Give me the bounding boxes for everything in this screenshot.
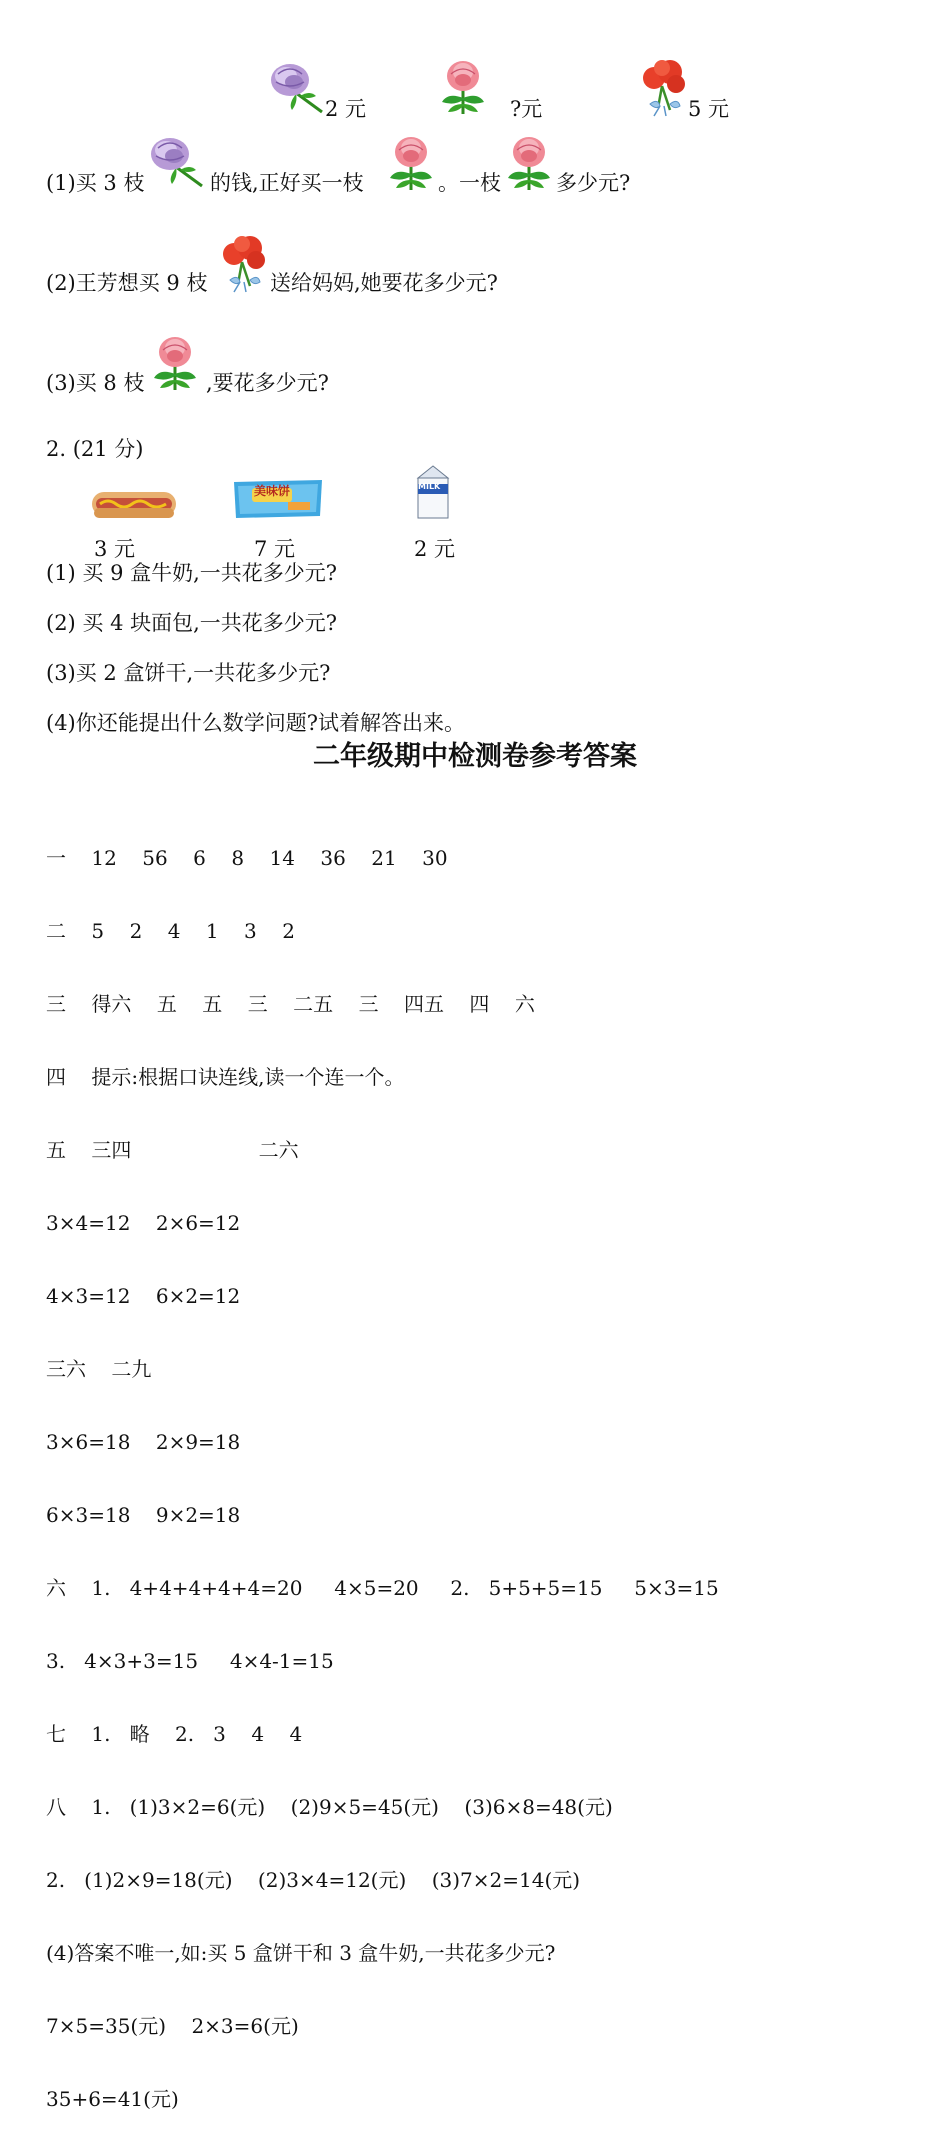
q1-part1-text-c: 。一枝 xyxy=(438,171,501,195)
pink-flower-icon xyxy=(150,334,200,392)
q1-part1-text-b: 的钱,正好买一枝 xyxy=(210,171,364,195)
pink-flower-icon xyxy=(438,58,488,116)
answer-line: 二 5 2 4 1 3 2 xyxy=(46,919,295,943)
answer-line: 七 1. 略 2. 3 4 4 xyxy=(46,1722,303,1746)
biscuit-brand-label: 美味饼 xyxy=(254,484,291,498)
q2-part3: (3)买 2 盒饼干,一共花多少元? xyxy=(46,661,331,685)
answer-line: 三 得六 五 五 三 二五 三 四五 四 六 xyxy=(46,992,535,1016)
red-flower-icon xyxy=(220,234,268,294)
q2-part4: (4)你还能提出什么数学问题?试着解答出来。 xyxy=(46,711,466,735)
q1-part1-text-d: 多少元? xyxy=(556,171,631,195)
red-flower-icon xyxy=(640,58,688,118)
answer-line: 6×3=18 9×2=18 xyxy=(46,1503,241,1527)
pink-flower-icon xyxy=(504,134,554,192)
answer-line: 五 三四 二六 xyxy=(46,1138,299,1162)
q1-part2-text-b: 送给妈妈,她要花多少元? xyxy=(270,271,498,295)
red-flower-price: 5 元 xyxy=(688,97,730,121)
answer-line: 六 1. 4+4+4+4+4=20 4×5=20 2. 5+5+5=15 5×3=15 xyxy=(46,1576,719,1600)
pink-flower-icon xyxy=(386,134,436,192)
answer-line: 一 12 56 6 8 14 36 21 30 xyxy=(46,846,448,870)
q1-part1-text-a: (1)买 3 枝 xyxy=(46,171,145,195)
q2-part2: (2) 买 4 块面包,一共花多少元? xyxy=(46,611,338,635)
section2-header: 2. (21 分) xyxy=(46,437,144,461)
answer-line: 3×6=18 2×9=18 xyxy=(46,1430,241,1454)
answer-line: 八 1. (1)3×2=6(元) (2)9×5=45(元) (3)6×8=48(元) xyxy=(46,1795,613,1819)
answer-line: (4)答案不唯一,如:买 5 盒饼干和 3 盒牛奶,一共花多少元? xyxy=(46,1941,556,1965)
purple-flower-icon xyxy=(270,60,326,118)
milk-label: MILK xyxy=(418,482,441,491)
answer-list xyxy=(46,798,719,2136)
biscuit-pack-icon xyxy=(232,476,324,520)
purple-flower-icon xyxy=(150,134,206,192)
answer-line: 7×5=35(元) 2×3=6(元) xyxy=(46,2014,299,2038)
answer-line: 3. 4×3+3=15 4×4-1=15 xyxy=(46,1649,334,1673)
answer-line: 四 提示:根据口诀连线,读一个连一个。 xyxy=(46,1065,405,1089)
pink-flower-price: ?元 xyxy=(510,97,543,121)
answer-line: 4×3=12 6×2=12 xyxy=(46,1284,241,1308)
answer-line: 三六 二九 xyxy=(46,1357,152,1381)
q2-part1: (1) 买 9 盒牛奶,一共花多少元? xyxy=(46,561,338,585)
answer-line: 2. (1)2×9=18(元) (2)3×4=12(元) (3)7×2=14(元) xyxy=(46,1868,581,1892)
biscuit-price: 7 元 xyxy=(254,537,296,561)
answer-line: 35+6=41(元) xyxy=(46,2087,179,2111)
hotdog-icon xyxy=(90,486,178,522)
answer-line: 3×4=12 2×6=12 xyxy=(46,1211,241,1235)
q1-part3-text-b: ,要花多少元? xyxy=(206,371,329,395)
milk-price: 2 元 xyxy=(414,537,456,561)
q1-part3-text-a: (3)买 8 枝 xyxy=(46,371,145,395)
q1-part2-text-a: (2)王芳想买 9 枝 xyxy=(46,271,208,295)
purple-flower-price: 2 元 xyxy=(325,97,367,121)
hotdog-price: 3 元 xyxy=(94,537,136,561)
answers-title: 二年级期中检测卷参考答案 xyxy=(313,741,637,772)
